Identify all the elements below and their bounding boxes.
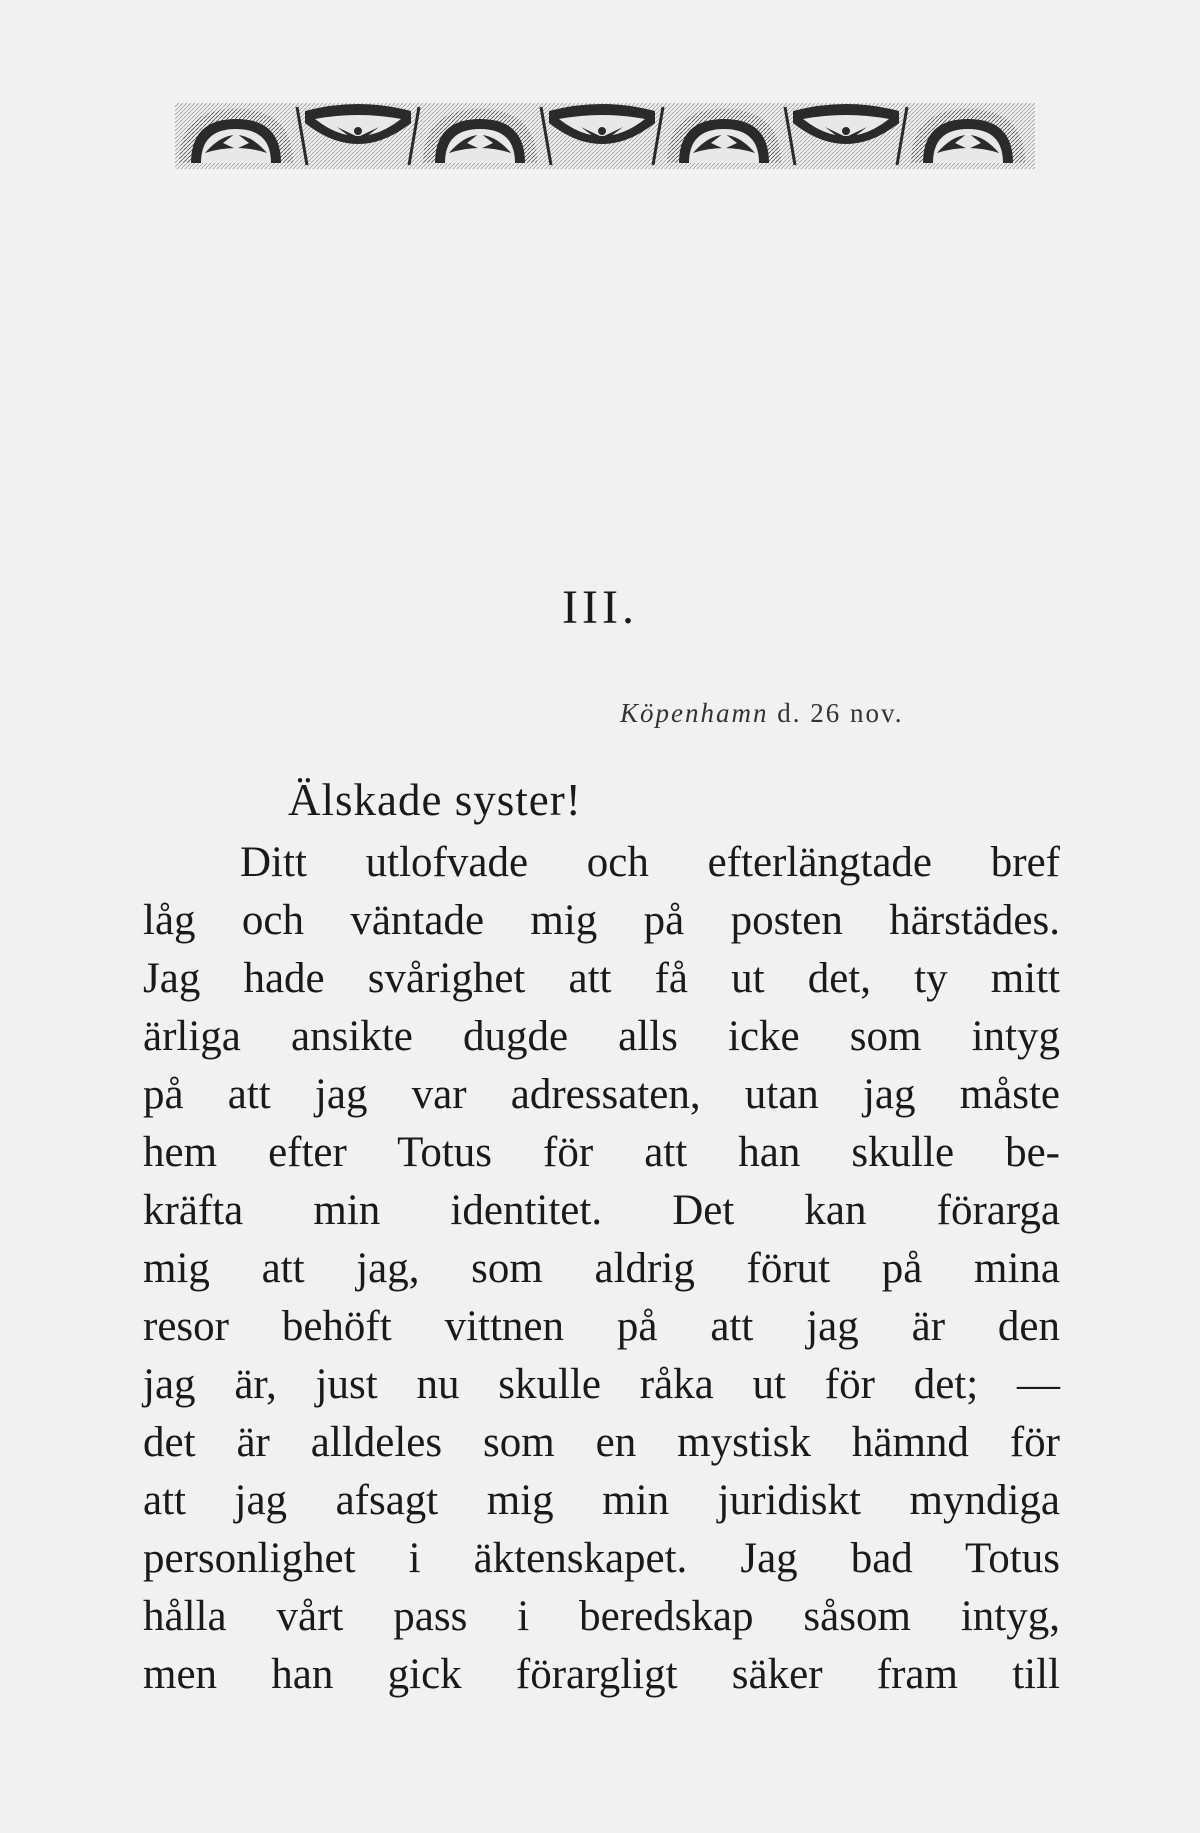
text-line: hålla vårt pass i beredskap såsom intyg, [143,1593,1060,1640]
text-line: låg och väntade mig på posten härstädes. [143,897,1060,944]
letter-date: d. 26 nov. [777,698,904,728]
letter-place-date [620,693,904,733]
text-line: jag är, just nu skulle råka ut för det; — [143,1361,1060,1408]
text-line: personlighet i äktenskapet. Jag bad Totus [143,1535,1060,1582]
text-line: men han gick förargligt säker fram till [143,1651,1060,1698]
letter-place: Köpenhamn [620,698,769,728]
letter-salutation: Älskade syster! [288,775,582,825]
text-line: Jag hade svårighet att få ut det, ty mitt [143,955,1060,1002]
text-line: det är alldeles som en mystisk hämnd för [143,1419,1060,1466]
text-line: resor behöft vittnen på att jag är den [143,1303,1060,1350]
text-line: Ditt utlofvade och efterlängtade bref [240,839,1060,886]
letter-body [143,834,1060,1704]
text-line: ärliga ansikte dugde alls icke som intyg [143,1013,1060,1060]
text-line: på att jag var adressaten, utan jag måste [143,1071,1060,1118]
ornamental-border-icon [175,103,1035,169]
text-line: mig att jag, som aldrig förut på mina [143,1245,1060,1292]
text-line: att jag afsagt mig min juridiskt myndiga [143,1477,1060,1524]
chapter-number: III. [562,581,638,634]
text-line: hem efter Totus för att han skulle be- [143,1129,1060,1176]
text-line: kräfta min identitet. Det kan förarga [143,1187,1060,1234]
